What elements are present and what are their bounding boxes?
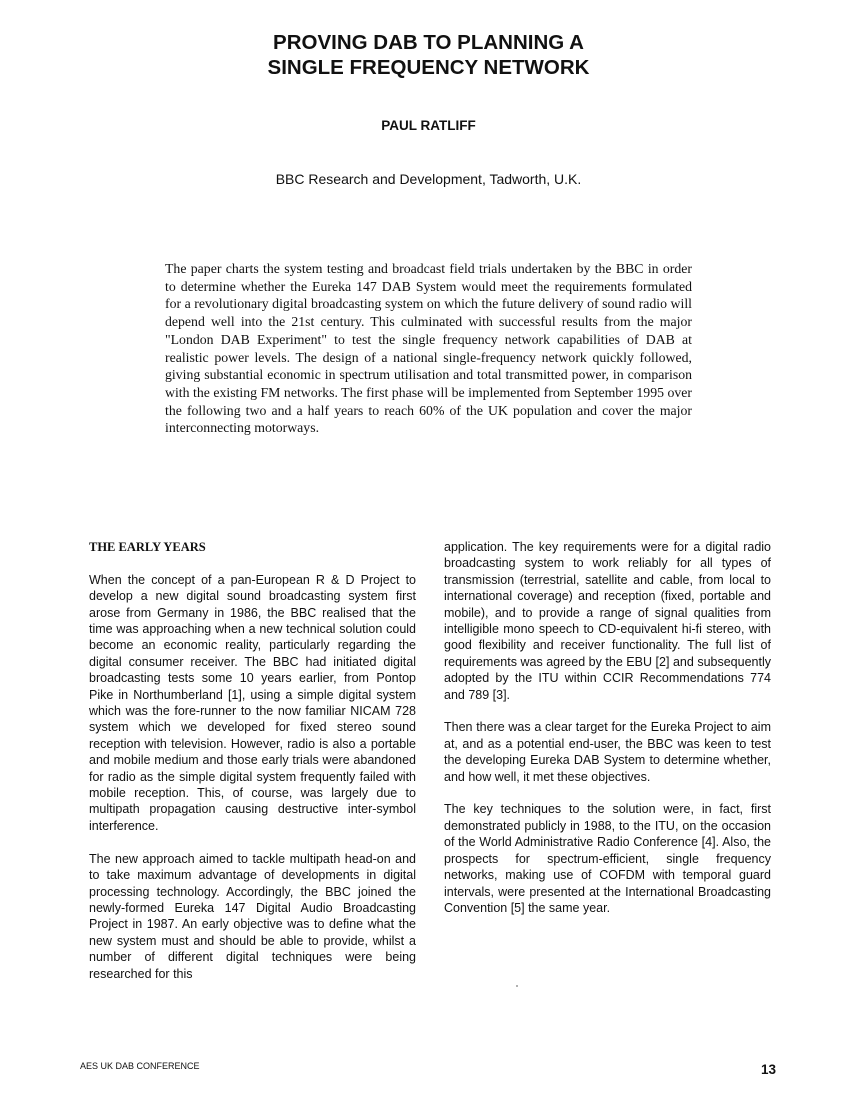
- right-column: [444, 539, 771, 933]
- title-line: SINGLE FREQUENCY NETWORK: [267, 56, 590, 79]
- section-heading: THE EARLY YEARS: [89, 540, 206, 554]
- page-number: 13: [761, 1062, 777, 1077]
- abstract: The paper charts the system testing and broadcast field trials undertaken by the BBC in order to determine whether the Eureka 147 DAB System would meet the requirements formulated for a revolutionary digital broadcasting system on which the future delivery of sound radio will depend well into the 21st century. This culminated with successful results from the major "London DAB Experiment" to test the single frequency network capabilities of DAB at realistic power levels. The design of a national single-frequency network quickly followed, giving substantial economic in spectrum utilisation and total transmitted power, in comparison with the existing FM networks. The first phase will be implemented from September 1995 over the following two and a half years to reach 60% of the UK population and cover the major interconnecting motorways.: [165, 261, 692, 436]
- paper-title: [0, 30, 857, 80]
- body-paragraph: Then there was a clear target for the Eureka Project to aim at, and as a potential end-user, the BBC was keen to test the developing Eureka DAB System to determine whether, and how well, it met these objectives.: [444, 720, 771, 784]
- author-name: PAUL RATLIFF: [381, 118, 476, 133]
- body-paragraph: The key techniques to the solution were, in fact, first demonstrated publicly in 1988, to the ITU, on the occasion of the World Administrative Radio Conference [4]. Also, the prospects for spectrum-efficient, single frequency networks, making use of COFDM with temporal guard intervals, were presented at the International Broadcasting Convention [5] the same year.: [444, 802, 771, 915]
- title-line: PROVING DAB TO PLANNING A: [273, 31, 584, 54]
- left-column: [89, 539, 416, 998]
- body-paragraph: application. The key requirements were for a digital radio broadcasting system to work reliably for all types of transmission (terrestrial, satellite and cable, from local to international coverage) and reception (fixed, portable and mobile), and to provide a range of signal qualities from intelligible mono speech to CD-equivalent hi-fi stereo, with good flexibility and receiver functionality. The full list of requirements was agreed by the EBU [2] and subsequently adopted by the ITU within CCIR Recommendations 774 and 789 [3].: [444, 540, 771, 702]
- body-paragraph: The new approach aimed to tackle multipath head-on and to take maximum advantage of developments in digital processing technology. Accordingly, the BBC joined the newly-formed Eureka 147 Digital Audio Broadcasting Project in 1987. An early objective was to define what the new system must and should be able to provide, whilst a number of different digital techniques were being researched for this: [89, 851, 416, 981]
- author-affiliation: BBC Research and Development, Tadworth, U.K.: [275, 171, 582, 187]
- scan-speck: [516, 985, 518, 987]
- footer-conference-label: AES UK DAB CONFERENCE: [80, 1061, 200, 1071]
- body-paragraph: When the concept of a pan-European R & D Project to develop a new digital sound broadcasting system first arose from Germany in 1986, the BBC realised that the time was approaching when a new technical solution could become an economic reality, particularly regarding the digital consumer receiver. The BBC had initiated digital broadcasting tests some 10 years earlier, from Pontop Pike in Northumberland [1], using a simple digital system which was the fore-runner to the now familiar NICAM 728 system which we developed for fixed stereo sound reception with television. However, radio is also a portable and mobile medium and those early trials were abandoned for radio as the simple digital system frequently failed with mobile reception. This, of course, was largely due to multipath propagation causing destructive inter-symbol interference.: [89, 572, 416, 833]
